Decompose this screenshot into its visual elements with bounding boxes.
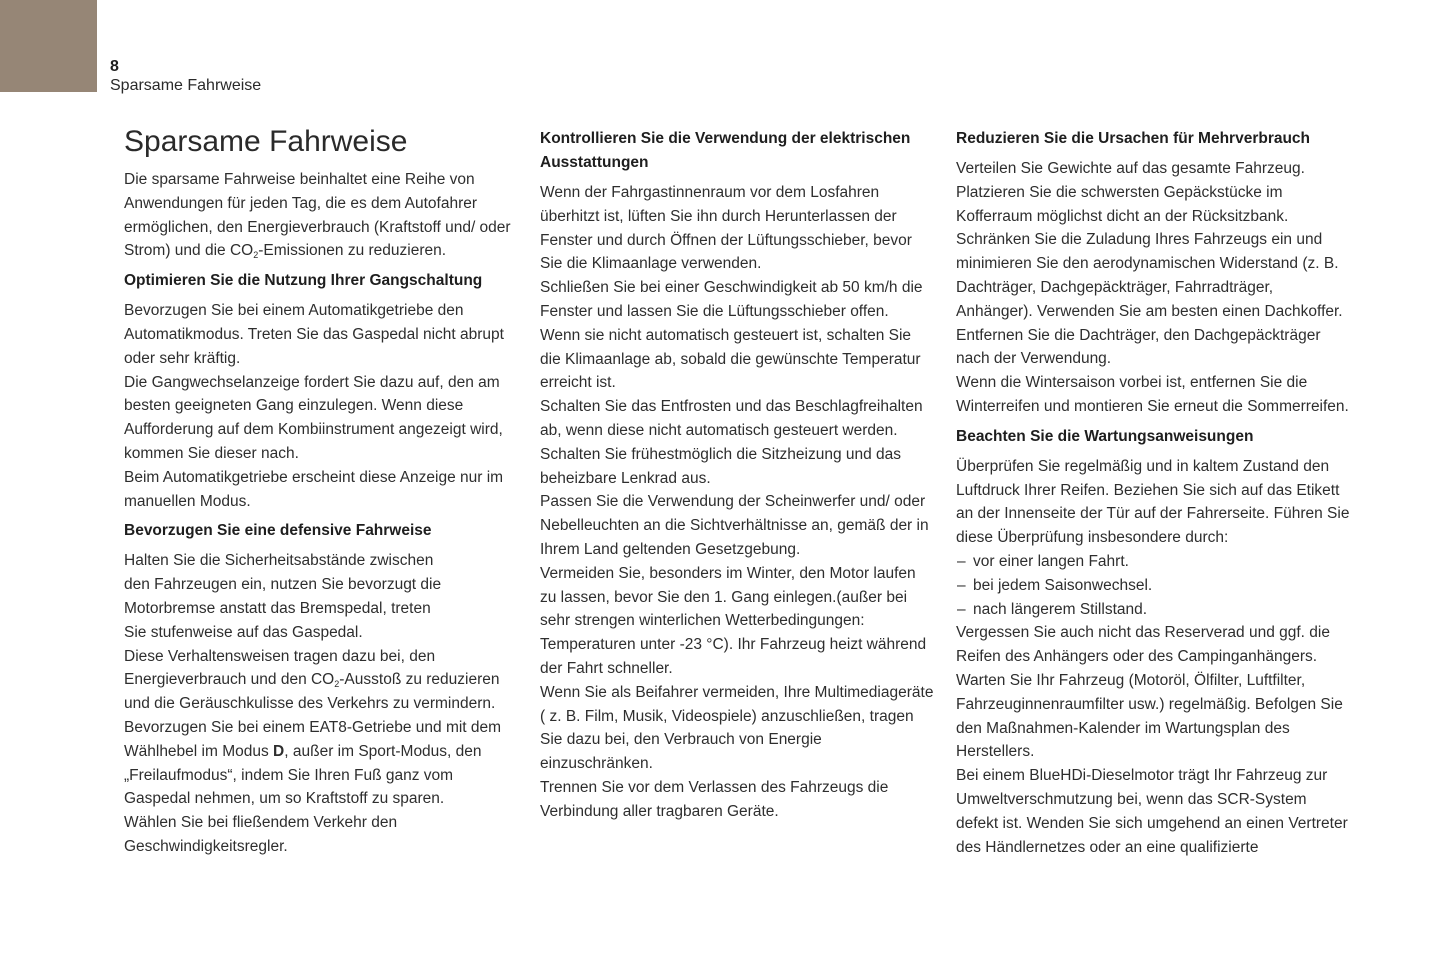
- paragraph: Wenn der Fahrgastinnenraum vor dem Losfahren überhitzt ist, lüften Sie ihn durch Herunterlassen der Fenster und durch Öffnen der Lüftungsschieber, bevor Sie die Klimaanlage verwenden.: [540, 184, 912, 273]
- paragraph: Überprüfen Sie regelmäßig und in kaltem Zustand den Luftdruck Ihrer Reifen. Beziehen Sie sich auf das Etikett an der Innenseite der Tür auf der Fahrerseite. Führen Sie diese Überprüfung insbesondere durch:: [956, 457, 1350, 547]
- paragraph: Die Gangwechselanzeige fordert Sie dazu auf, den am besten geeigneten Gang einzulegen. Wenn diese Aufforderung auf dem Kombiinstrument angezeigt wird, kommen Sie dieser nach.: [124, 373, 503, 462]
- section-heading-gangschaltung: Optimieren Sie die Nutzung Ihrer Gangschaltung: [124, 272, 483, 290]
- running-header: Sparsame Fahrweise: [110, 77, 262, 94]
- paragraph-co2: [124, 645, 519, 716]
- paragraph: Wenn Sie als Beifahrer vermeiden, Ihre Multimediageräte ( z. B. Film, Musik, Videospiele) anzuschließen, tragen Sie dazu bei, den Verbrauch von Energie einzuschränken.: [540, 683, 934, 773]
- intro-text: Die sparsame Fahrweise beinhaltet eine Reihe von Anwendungen für jeden Tag, die es dem Autofahrer ermöglichen, den Energieverbrauch (Kraftstoff und/ oder Strom) und die CO: [124, 171, 511, 260]
- paragraph: Wenn sie nicht automatisch gesteuert ist, schalten Sie die Klimaanlage ab, sobald die gewünschte Temperatur erreicht ist.: [540, 326, 921, 392]
- paragraph: Wählen Sie bei fließendem Verkehr den Geschwindigkeitsregler.: [124, 814, 398, 855]
- paragraph: Entfernen Sie die Dachträger, den Dachgepäckträger nach der Verwendung.: [956, 326, 1321, 368]
- section-heading-defensive-fahrweise: Bevorzugen Sie eine defensive Fahrweise: [124, 522, 432, 540]
- page-number: 8: [110, 58, 119, 75]
- section-heading-wartungsanweisungen: Beachten Sie die Wartungsanweisungen: [956, 427, 1254, 445]
- paragraph: Passen Sie die Verwendung der Scheinwerfer und/ oder Nebelleuchten an die Sichtverhältnisse an, gemäß der in Ihrem Land geltenden Gesetzgebung.: [540, 493, 929, 558]
- paragraph: Beim Automatikgetriebe erscheint diese Anzeige nur im manuellen Modus.: [124, 468, 504, 510]
- paragraph: Trennen Sie vor dem Verlassen des Fahrzeugs die Verbindung aller tragbaren Geräte.: [540, 778, 889, 820]
- page-accent-block: [0, 0, 97, 92]
- list-item: – vor einer langen Fahrt.: [956, 550, 1351, 574]
- paragraph-text: Bevorzugen Sie bei einem EAT8-Getriebe und mit dem Wählhebel im Modus: [124, 718, 502, 760]
- page-title: Sparsame Fahrweise: [124, 125, 408, 158]
- paragraph: Warten Sie Ihr Fahrzeug (Motoröl, Ölfilter, Luftfilter, Fahrzeuginnenraumfilter usw.) regelmäßig. Befolgen Sie den Maßnahmen-Kalender im Wartungsplan des Herstellers.: [956, 671, 1343, 761]
- paragraph: Bei einem BlueHDi-Dieselmotor trägt Ihr Fahrzeug zur Umweltverschmutzung bei, wenn das SCR-System defekt ist. Wenden Sie sich umgehend an einen Vertreter des Händlernetzes oder an eine qualifizierte: [956, 767, 1348, 856]
- paragraph: Verteilen Sie Gewichte auf das gesamte Fahrzeug. Platzieren Sie die schwersten Gepäckstücke im Kofferraum möglichst dicht an der Rücksitzbank.: [956, 160, 1305, 225]
- paragraph: Schließen Sie bei einer Geschwindigkeit ab 50 km/h die Fenster und lassen Sie die Lüftungsschieber offen.: [540, 279, 923, 320]
- subscript: 2: [253, 250, 259, 261]
- paragraph: Schränken Sie die Zuladung Ihres Fahrzeugs ein und minimieren Sie den aerodynamischen Widerstand (z. B. Dachträger, Dachgepäckträger, Fahrradträger, Anhänger). Verwenden Sie am besten einen Dachkoffer.: [956, 231, 1343, 320]
- paragraph: Schalten Sie frühestmöglich die Sitzheizung und das beheizbare Lenkrad aus.: [540, 445, 902, 487]
- section-heading-elektrische-ausstattungen: Kontrollieren Sie die Verwendung der elektrischen Ausstattungen: [540, 130, 911, 171]
- column-2: [540, 127, 935, 824]
- column-1: [124, 124, 519, 859]
- intro-text-end: -Emissionen zu reduzieren.: [258, 242, 447, 260]
- paragraph-eat8: [124, 716, 519, 811]
- paragraph-text-end: , außer im Sport-Modus, den „Freilaufmodus“, indem Sie Ihren Fuß ganz vom Gaspedal nehmen, um so Kraftstoff zu sparen.: [124, 742, 482, 808]
- list-item: – bei jedem Saisonwechsel.: [956, 574, 1351, 598]
- paragraph: Bevorzugen Sie bei einem Automatikgetriebe den Automatikmodus. Treten Sie das Gaspedal nicht abrupt oder sehr kräftig.: [124, 302, 504, 367]
- paragraph: Wenn die Wintersaison vorbei ist, entfernen Sie die Winterreifen und montieren Sie erneut die Sommerreifen.: [956, 374, 1349, 415]
- column-3: [956, 127, 1351, 859]
- subscript: 2: [334, 679, 340, 690]
- paragraph: Vergessen Sie auch nicht das Reserverad und ggf. die Reifen des Anhängers oder des Campinganhängers.: [956, 624, 1330, 666]
- mode-d-label: D: [273, 742, 285, 760]
- paragraph: Halten Sie die Sicherheitsabstände zwischen den Fahrzeugen ein, nutzen Sie bevorzugt die Motorbremse anstatt das Bremspedal, treten Sie stufenweise auf das Gaspedal.: [124, 552, 442, 641]
- paragraph: Vermeiden Sie, besonders im Winter, den Motor laufen zu lassen, bevor Sie den 1. Gang einlegen.(außer bei sehr strengen winterlichen Wetterbedingungen: Temperaturen unter -23 °C). Ihr Fahrzeug heizt während der Fahrt schneller.: [540, 564, 927, 677]
- tire-check-list: [956, 550, 1351, 621]
- intro-paragraph: [124, 168, 519, 263]
- list-item: – nach längerem Stillstand.: [956, 598, 1351, 622]
- section-heading-mehrverbrauch: Reduzieren Sie die Ursachen für Mehrverbrauch: [956, 130, 1311, 147]
- paragraph-text: Diese Verhaltensweisen tragen dazu bei, den Energieverbrauch und den CO: [124, 647, 436, 689]
- paragraph-text-end: -Ausstoß zu reduzieren und die Geräuschkulisse des Verkehrs zu vermindern.: [124, 671, 500, 713]
- paragraph: Schalten Sie das Entfrosten und das Beschlagfreihalten ab, wenn diese nicht automatisch gesteuert werden.: [540, 398, 923, 439]
